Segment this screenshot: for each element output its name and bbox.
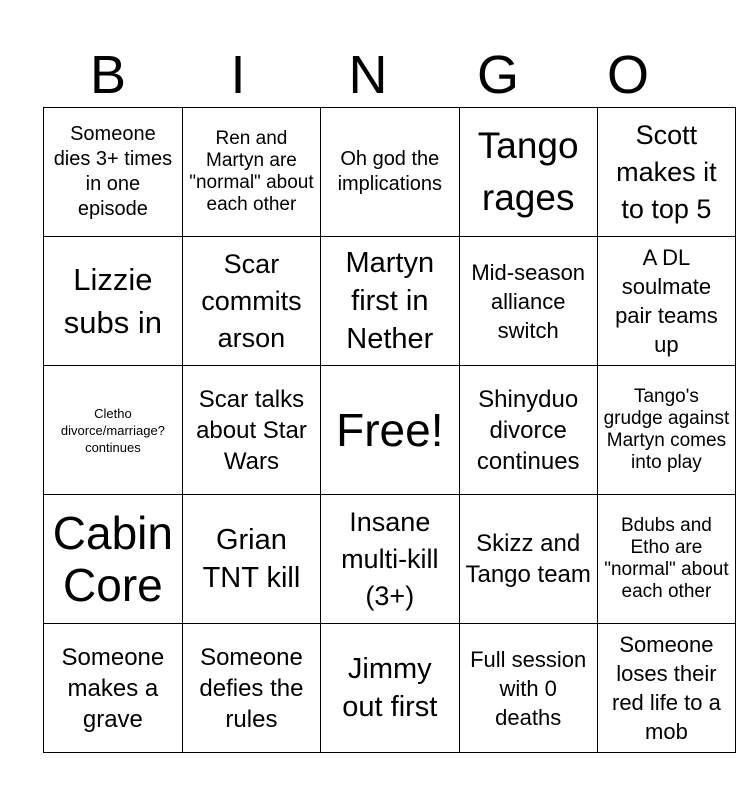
cell-text: Ren and Martyn are "normal" about each other: [189, 128, 314, 215]
cell-text: Someone defies the rules: [199, 643, 304, 733]
bingo-cell[interactable]: [182, 108, 320, 237]
grid-row: [44, 624, 736, 753]
cell-text: Cabin Core: [52, 507, 173, 611]
bingo-cell[interactable]: [182, 237, 320, 366]
bingo-cell[interactable]: [182, 366, 320, 495]
header-letter-o: O: [606, 45, 649, 105]
cell-text: Martyn first in Nether: [345, 247, 435, 355]
cell-text: Full session with 0 deaths: [470, 646, 587, 730]
grid-row: [44, 495, 736, 624]
bingo-cell[interactable]: [597, 495, 735, 624]
bingo-header: [43, 42, 693, 108]
cell-text: Cletho divorce/marriage? continues: [60, 405, 165, 455]
header-letter-n: N: [348, 45, 388, 105]
bingo-cell[interactable]: [597, 108, 735, 237]
cell-text: Bdubs and Etho are "normal" about each other: [604, 515, 729, 602]
bingo-cell[interactable]: [459, 495, 597, 624]
free-space-cell[interactable]: [321, 366, 459, 495]
bingo-cell[interactable]: [321, 108, 459, 237]
cell-text: Someone dies 3+ times in one episode: [53, 123, 173, 220]
cell-text: Tango's grudge against Martyn comes into play: [603, 386, 730, 473]
free-space-text: Free!: [336, 404, 444, 456]
cell-text: Insane multi-kill (3+): [341, 506, 439, 611]
bingo-cell[interactable]: [44, 624, 183, 753]
bingo-cell[interactable]: [321, 237, 459, 366]
cell-text: Shinyduo divorce continues: [476, 385, 580, 475]
bingo-grid: [43, 107, 736, 753]
bingo-cell[interactable]: [44, 108, 183, 237]
cell-text: Mid-season alliance switch: [471, 259, 586, 343]
cell-text: Lizzie subs in: [63, 262, 162, 340]
grid-row: [44, 108, 736, 237]
bingo-cell[interactable]: [321, 624, 459, 753]
cell-text: A DL soulmate pair teams up: [615, 245, 718, 357]
bingo-cell[interactable]: [597, 366, 735, 495]
cell-text: Scar talks about Star Wars: [196, 385, 307, 475]
bingo-cell[interactable]: [459, 237, 597, 366]
grid-row: [44, 237, 736, 366]
cell-text: Jimmy out first: [342, 653, 438, 723]
bingo-cell[interactable]: [597, 237, 735, 366]
cell-text: Someone makes a grave: [61, 643, 165, 733]
bingo-cell[interactable]: [321, 495, 459, 624]
bingo-cell[interactable]: [44, 237, 183, 366]
bingo-cell[interactable]: [182, 495, 320, 624]
cell-text: Scar commits arson: [201, 248, 302, 353]
cell-text: Tango rages: [477, 125, 579, 218]
cell-text: Someone loses their red life to a mob: [612, 632, 721, 744]
header-letter-i: I: [230, 45, 246, 105]
bingo-cell[interactable]: [597, 624, 735, 753]
cell-text: Grian TNT kill: [202, 524, 301, 594]
bingo-cell[interactable]: [459, 624, 597, 753]
bingo-cell[interactable]: [459, 366, 597, 495]
bingo-cell[interactable]: [44, 495, 183, 624]
cell-text: Oh god the implications: [337, 148, 443, 195]
bingo-cell[interactable]: [459, 108, 597, 237]
header-letter-b: B: [89, 45, 127, 105]
cell-text: Scott makes it to top 5: [616, 119, 717, 224]
bingo-cell[interactable]: [182, 624, 320, 753]
cell-text: Skizz and Tango team: [465, 530, 591, 588]
header-letter-g: G: [476, 45, 519, 105]
bingo-cell[interactable]: [44, 366, 183, 495]
grid-row: [44, 366, 736, 495]
